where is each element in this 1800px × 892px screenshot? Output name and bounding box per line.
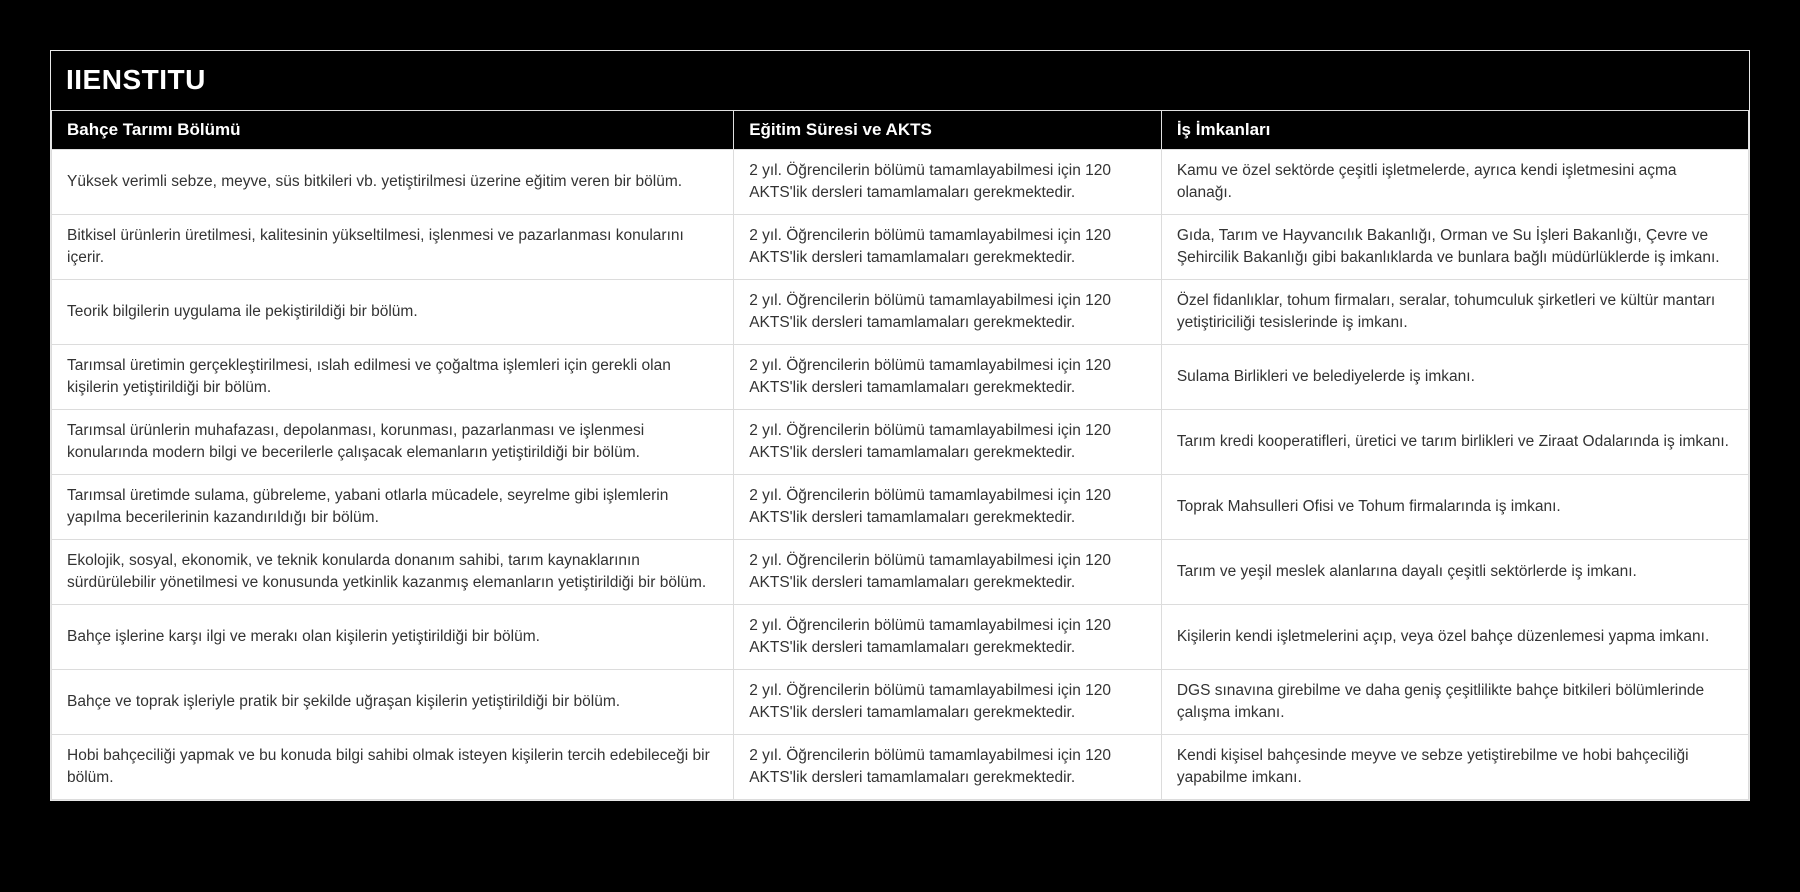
table-cell: Kişilerin kendi işletmelerini açıp, veya özel bahçe düzenlemesi yapma imkanı. bbox=[1161, 605, 1748, 670]
table-cell: Bitkisel ürünlerin üretilmesi, kalitesinin yükseltilmesi, işlenmesi ve pazarlanması konularını içerir. bbox=[52, 215, 734, 280]
table-row bbox=[52, 735, 1749, 800]
table-row bbox=[52, 410, 1749, 475]
table-row bbox=[52, 345, 1749, 410]
table-row bbox=[52, 605, 1749, 670]
table-header-row bbox=[52, 111, 1749, 150]
table-cell: 2 yıl. Öğrencilerin bölümü tamamlayabilmesi için 120 AKTS'lik dersleri tamamlamaları gerekmektedir. bbox=[734, 605, 1162, 670]
table-cell: Sulama Birlikleri ve belediyelerde iş imkanı. bbox=[1161, 345, 1748, 410]
table-cell: Tarımsal üretimin gerçekleştirilmesi, ıslah edilmesi ve çoğaltma işlemleri için gerekli olan kişilerin yetiştirildiği bir bölüm. bbox=[52, 345, 734, 410]
table-body bbox=[52, 150, 1749, 800]
table-cell: Tarım kredi kooperatifleri, üretici ve tarım birlikleri ve Ziraat Odalarında iş imkanı. bbox=[1161, 410, 1748, 475]
table-cell: Kamu ve özel sektörde çeşitli işletmelerde, ayrıca kendi işletmesini açma olanağı. bbox=[1161, 150, 1748, 215]
table-cell: Gıda, Tarım ve Hayvancılık Bakanlığı, Orman ve Su İşleri Bakanlığı, Çevre ve Şehircilik Bakanlığı gibi bakanlıklarda ve bunlara bağlı müdürlüklerde iş imkanı. bbox=[1161, 215, 1748, 280]
table-cell: Tarımsal üretimde sulama, gübreleme, yabani otlarla mücadele, seyrelme gibi işlemlerin yapılma becerilerinin kazandırıldığı bir bölüm. bbox=[52, 475, 734, 540]
table-cell: Teorik bilgilerin uygulama ile pekiştirildiği bir bölüm. bbox=[52, 280, 734, 345]
table-cell: Bahçe işlerine karşı ilgi ve merakı olan kişilerin yetiştirildiği bir bölüm. bbox=[52, 605, 734, 670]
table-cell: Yüksek verimli sebze, meyve, süs bitkileri vb. yetiştirilmesi üzerine eğitim veren bir bölüm. bbox=[52, 150, 734, 215]
column-header-egitim-suresi: Eğitim Süresi ve AKTS bbox=[734, 111, 1162, 150]
table-cell: Bahçe ve toprak işleriyle pratik bir şekilde uğraşan kişilerin yetiştirildiği bir bölüm. bbox=[52, 670, 734, 735]
table-row bbox=[52, 540, 1749, 605]
table-cell: Tarımsal ürünlerin muhafazası, depolanması, korunması, pazarlanması ve işlenmesi konularında modern bilgi ve becerilerle çalışacak elemanların yetiştirildiği bir bölüm. bbox=[52, 410, 734, 475]
table-cell: 2 yıl. Öğrencilerin bölümü tamamlayabilmesi için 120 AKTS'lik dersleri tamamlamaları gerekmektedir. bbox=[734, 150, 1162, 215]
table-cell: Özel fidanlıklar, tohum firmaları, seralar, tohumculuk şirketleri ve kültür mantarı yetiştiriciliği tesislerinde iş imkanı. bbox=[1161, 280, 1748, 345]
column-header-is-imkanlari: İş İmkanları bbox=[1161, 111, 1748, 150]
table-cell: 2 yıl. Öğrencilerin bölümü tamamlayabilmesi için 120 AKTS'lik dersleri tamamlamaları gerekmektedir. bbox=[734, 410, 1162, 475]
content-card bbox=[50, 50, 1750, 801]
page-title: IIENSTITU bbox=[66, 64, 206, 95]
table-cell: 2 yıl. Öğrencilerin bölümü tamamlayabilmesi için 120 AKTS'lik dersleri tamamlamaları gerekmektedir. bbox=[734, 215, 1162, 280]
table-cell: Tarım ve yeşil meslek alanlarına dayalı çeşitli sektörlerde iş imkanı. bbox=[1161, 540, 1748, 605]
table-cell: 2 yıl. Öğrencilerin bölümü tamamlayabilmesi için 120 AKTS'lik dersleri tamamlamaları gerekmektedir. bbox=[734, 475, 1162, 540]
table-cell: 2 yıl. Öğrencilerin bölümü tamamlayabilmesi için 120 AKTS'lik dersleri tamamlamaları gerekmektedir. bbox=[734, 670, 1162, 735]
table-row bbox=[52, 670, 1749, 735]
table-cell: Hobi bahçeciliği yapmak ve bu konuda bilgi sahibi olmak isteyen kişilerin tercih edebileceği bir bölüm. bbox=[52, 735, 734, 800]
table-cell: Toprak Mahsulleri Ofisi ve Tohum firmalarında iş imkanı. bbox=[1161, 475, 1748, 540]
column-header-bolum: Bahçe Tarımı Bölümü bbox=[52, 111, 734, 150]
table-row bbox=[52, 475, 1749, 540]
table-cell: 2 yıl. Öğrencilerin bölümü tamamlayabilmesi için 120 AKTS'lik dersleri tamamlamaları gerekmektedir. bbox=[734, 540, 1162, 605]
table-row bbox=[52, 150, 1749, 215]
table-cell: Kendi kişisel bahçesinde meyve ve sebze yetiştirebilme ve hobi bahçeciliği yapabilme imkanı. bbox=[1161, 735, 1748, 800]
table-row bbox=[52, 215, 1749, 280]
table-row bbox=[52, 280, 1749, 345]
info-table bbox=[51, 110, 1749, 800]
table-cell: DGS sınavına girebilme ve daha geniş çeşitlilikte bahçe bitkileri bölümlerinde çalışma imkanı. bbox=[1161, 670, 1748, 735]
table-cell: 2 yıl. Öğrencilerin bölümü tamamlayabilmesi için 120 AKTS'lik dersleri tamamlamaları gerekmektedir. bbox=[734, 280, 1162, 345]
table-cell: 2 yıl. Öğrencilerin bölümü tamamlayabilmesi için 120 AKTS'lik dersleri tamamlamaları gerekmektedir. bbox=[734, 345, 1162, 410]
table-cell: 2 yıl. Öğrencilerin bölümü tamamlayabilmesi için 120 AKTS'lik dersleri tamamlamaları gerekmektedir. bbox=[734, 735, 1162, 800]
table-cell: Ekolojik, sosyal, ekonomik, ve teknik konularda donanım sahibi, tarım kaynaklarının sürdürülebilir yönetilmesi ve konusunda yetkinlik kazanmış elemanların yetiştirildiği bir bölüm. bbox=[52, 540, 734, 605]
